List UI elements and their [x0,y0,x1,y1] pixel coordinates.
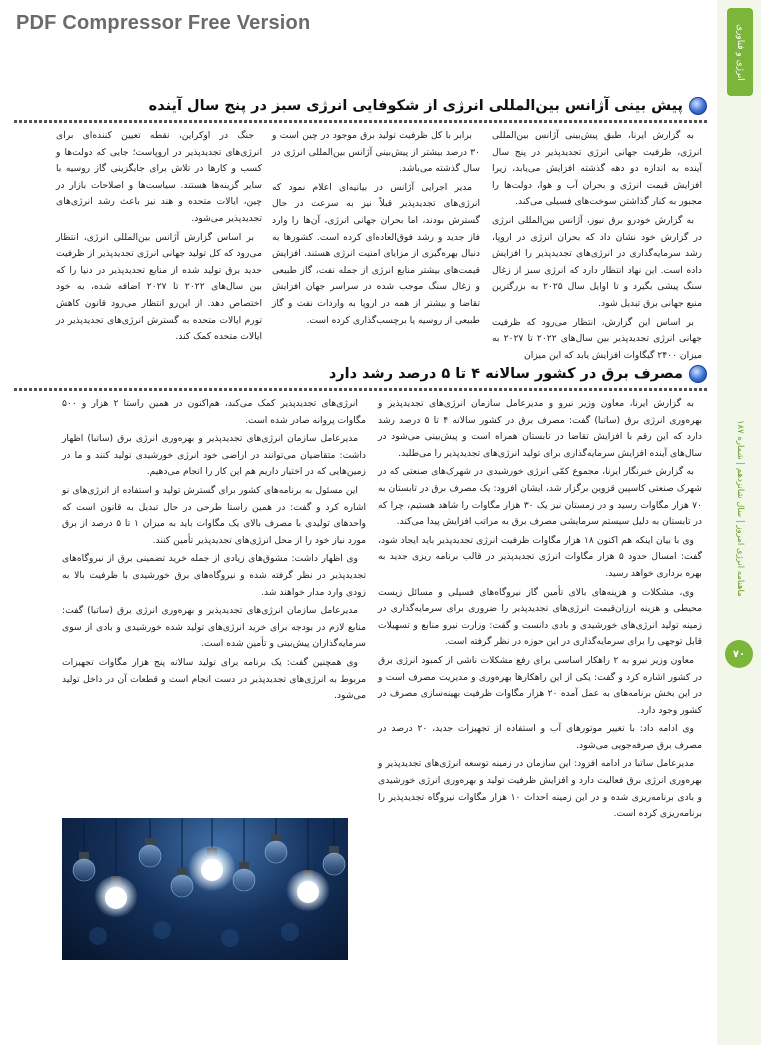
pdf-compressor-watermark: PDF Compressor Free Version [16,12,311,34]
article1-title: پیش بینی آژانس بین‌المللی انرژی از شکوفایی انرژی سبز در پنج سال آینده [148,98,683,114]
article2-column-1 [378,396,702,962]
paragraph: جنگ در اوکراین، نقطه تعیین کننده‌ای برای انرژی‌های تجدیدپذیر در اروپاست؛ جایی که دولت‌ها و کسب و کارها در تلاش برای جایگزینی گاز روسیه با سایر گزینه‌ها هستند. سیاست‌ها و اصلاحات بازار در چین، ایالات متحده و هند نیز باعث رشد انرژی‌های تجدیدپذیر می‌شود. [56,130,262,224]
article2-heading [329,362,707,386]
paragraph: وی همچنین گفت: یک برنامه برای تولید سالانه پنج هزار مگاوات تجهیزات مربوط به انرژی‌های تجدیدپذیر در دست انجام است و قطعات آن در داخل تولید می‌شود. [62,656,366,702]
article2-rule [14,388,707,391]
light-bulbs-illustration [62,818,348,960]
article1-column-1 [492,128,702,361]
paragraph: انرژی‌های تجدیدپذیر کمک می‌کند، هم‌اکنون در همین راستا ۲ هزار و ۵۰۰ مگاوات پروانه صادر شده است. [62,398,366,426]
paragraph: وی اظهار داشت: مشوق‌های زیادی از جمله خرید تضمینی برق از نیروگاه‌های تجدیدپذیر در نظر گرفته شده و نیروگاه‌های برق خورشیدی با ظرفیت بالا به زودی وارد مدار خواهند شد. [62,553,366,598]
paragraph: به گزارش ایرنا، طبق پیش‌بینی آژانس بین‌المللی انرژی، ظرفیت جهانی انرژی تجدیدپذیر در پنج سال آینده به اندازه دو دهه گذشته افزایش می‌یابد، زیرا افزایش قیمت انرژی و بحران آب و هوا، دولت‌ها را مجبور به کنار گذاشتن سوخت‌های فسیلی می‌کند. [492,130,702,208]
paragraph: وی با بیان اینکه هم اکنون ۱۸ هزار مگاوات ظرفیت انرژی تجدیدپذیر باید ایجاد شود، گفت: امسال حدود ۵ هزار مگاوات انرژی تجدیدپذیر در قالب برنامه ریزی جدید به بهره برداری خواهد رسید. [378,534,702,579]
paragraph: وی، مشکلات و هزینه‌های بالای تأمین گاز نیروگاه‌های فسیلی و مسائل زیست محیطی و هزینه ارزان‌قیمت انرژی‌های تجدیدپذیر را ضروری برای سرمایه‌گذاری در زمینه تولید انرژی‌های خورشیدی و بادی دانست و گفت: وزارت نیرو منابع و تسهیلات قابل توجهی را برای سرمایه‌گذاری در این حوزه در نظر گرفته است. [378,586,702,648]
paragraph: وی ادامه داد: با تغییر موتورهای آب و استفاده از تجهیزات جدید، ۲۰ درصد در مصرف برق صرفه‌جویی می‌شود. [378,723,702,751]
paragraph: به گزارش خبرنگار ایرنا، مجموع کمّی انرژی خورشیدی در شهرک‌های صنعتی که در شهرک صنعتی کاسپین قزوین برگزار شد، ایشان افزود: یک مصرف برق در تابستان به ۷۰ هزار مگاوات رسید و در زمستان نیز یک ۳۰ هزار مگاوات را شاهد هستیم، چرا که در تابستان به دلیل سیستم سرمایشی مصرف برق به مراتب افزایش پیدا می‌کند. [378,466,702,528]
section-label: انرژی و فناوری [735,23,745,81]
paragraph: بر اساس گزارش آژانس بین‌المللی انرژی، انتظار می‌رود که کل تولید جهانی انرژی تجدیدپذیر از ظرفیت جدید برق تولید شده از منابع تجدیدپذیر در دنیا را که بین سال‌های ۲۰۲۲ تا ۲۰۲۷ اضافه شده، به خود اختصاص دهد. از این‌رو انتظار می‌رود قانون کاهش تورم ایالات متحده به گسترش انرژی‌های تجدیدپذیر در ایالات متحده کمک کند. [56,231,262,343]
page-number: ۷۰ [725,640,753,668]
article1-heading [149,94,707,118]
bullet-icon [689,365,707,383]
article1-rule [14,120,707,123]
paragraph: بر اساس این گزارش، انتظار می‌رود که ظرفیت جهانی انرژی تجدیدپذیر بین سال‌های ۲۰۲۲ تا ۲۰۲۷ به میزان ۲۴۰۰ گیگاوات افزایش یابد که این میزان [492,316,702,361]
paragraph: به گزارش خودرو برق نیوز، آژانس بین‌المللی انرژی در گزارش خود نشان داد که بحران انرژی در اروپا، رشد سرمایه‌گذاری در انرژی‌های تجدیدپذیر را افزایش داده است. این نهاد انتظار دارد که انرژی سبز از زغال سنگ پیشی بگیرد و تا اوایل سال ۲۰۲۵ به بزرگترین منبع جهانی برق تبدیل شود. [492,214,702,309]
paragraph: مدیرعامل ساتبا در ادامه افزود: این سازمان در زمینه توسعه انرژی‌های تجدیدپذیر و بهره‌وری انرژی برق فعالیت دارد و افزایش ظرفیت تولید و بهره‌وری انرژی خورشیدی و بادی برنامه‌ریزی شده و در این زمینه احداث ۱۰ هزار مگاوات نیروگاه تجدیدپذیر را برنامه‌ریزی کرده است. [378,758,702,820]
article2-column-2 [62,396,366,810]
paragraph: مدیرعامل سازمان انرژی‌های تجدیدپذیر و بهره‌وری انرژی برق (ساتبا) اظهار داشت: متقاضیان می‌توانند در اراضی خود انرژی خورشیدی تولید کنند و ما در زمین‌هایی که در اختیار داریم هم این کار را انجام می‌دهیم. [62,433,366,478]
paragraph: معاون وزیر نیرو به ۲ راهکار اساسی برای رفع مشکلات ناشی از کمبود انرژی برق در کشور اشاره کرد و گفت: یکی از این راهکارها بهره‌وری و مدیریت مصرف است و در این بخش برنامه‌های به عمل آمده ۲۰ هزار مگاوات ظرفیت بهینه‌سازی مصرف در کشور وجود دارد. [378,654,702,716]
bullet-icon [689,97,707,115]
section-tab [727,8,753,96]
paragraph: مدیرعامل سازمان انرژی‌های تجدیدپذیر و بهره‌وری انرژی برق (ساتبا) گفت: منابع لازم در بودجه برای خرید انرژی‌های تولید شده خورشیدی و بادی از سوی سرمایه‌گذاران پیش‌بینی و تأمین شده است. [62,605,366,650]
paragraph: مدیر اجرایی آژانس در بیانیه‌ای اعلام نمود که انرژی‌های تجدیدپذیر قبلاً نیز به سرعت در حال گسترش بودند، اما بحران جهانی انرژی، آن‌ها را وارد فاز جدید و رشد فوق‌العاده‌ای کرده است. کشورها به دنبال بهره‌گیری از مزایای امنیت انرژی هستند. افزایش قیمت‌های بیشتر منابع انرژی از جمله نفت، گاز طبیعی و زغال سنگ موجب شده در سراسر جهان افزایش تقاضا و بیشتر از همه در اروپا به واردات نفت و گاز طبیعی از روسیه یا برچسب‌گذاری کرده است. [272,181,480,326]
issue-info-strip [729,420,751,620]
paragraph: این مسئول به برنامه‌های کشور برای گسترش تولید و استفاده از انرژی‌های نو اشاره کرد و گفت: در همین راستا طرحی در حال تبدیل به قانون است که واحدهای تولیدی با مصرف بالای یک مگاوات باید به میزان ۱ تا ۵ درصد از برق مورد نیاز خود را از محل انرژی‌های تجدیدپذیر تأمین کنند. [62,484,366,546]
issue-info: ماهنامه انرژی امروز | سال شانزدهم | شماره ۱۸۷ [735,420,745,597]
article2-title: مصرف برق در کشور سالانه ۴ تا ۵ درصد رشد دارد [328,366,683,382]
page-sidebar [717,0,761,1045]
article1-column-2 [272,128,480,354]
light-bulbs-photo [62,818,348,960]
paragraph: به گزارش ایرنا، معاون وزیر نیرو و مدیرعامل سازمان انرژی‌های تجدیدپذیر و بهره‌وری انرژی برق (ساتبا) گفت: مصرف برق در کشور سالانه ۴ تا ۵ درصد رشد دارد که این رقم با افزایش تقاضا در تابستان همراه است و پیش‌بینی می‌شود در سال‌های آینده افزایش سرمایه‌گذاری برای تولید انرژی‌های تجدیدپذیر را می‌طلبد. [378,398,703,459]
article1-column-3 [56,128,262,354]
paragraph: برابر با کل ظرفیت تولید برق موجود در چین است و ۳۰ درصد بیشتر از پیش‌بینی آژانس بین‌المللی انرژی در سال گذشته می‌باشد. [272,130,480,175]
